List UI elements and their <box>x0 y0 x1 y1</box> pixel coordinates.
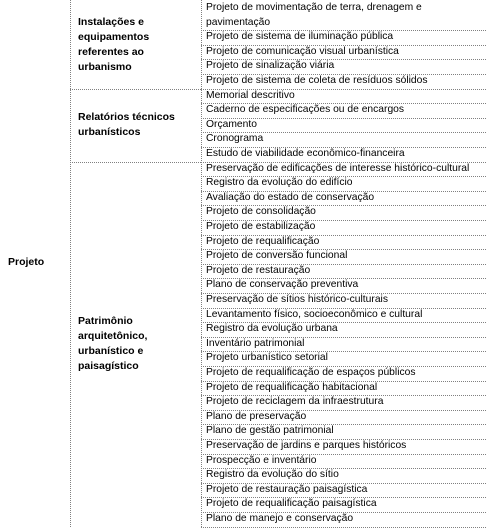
item-cell: Inventário patrimonial <box>206 337 305 349</box>
row-divider <box>201 103 486 104</box>
item-cell: Projeto urbanístico setorial <box>206 352 328 364</box>
item-cell: Preservação de sítios histórico-culturais <box>206 294 388 305</box>
row-divider <box>201 454 486 455</box>
row-divider <box>201 308 486 309</box>
item-cell: Projeto de restauração <box>206 264 311 276</box>
item-cell: Projeto de requalificação de espaços públicos <box>206 367 416 378</box>
item-cell: Projeto de requalificação paisagística <box>206 498 377 510</box>
item-cell: Projeto de conversão funcional <box>206 250 348 262</box>
category-label: Instalações e equipamentos referentes ao urbanismo <box>78 15 150 73</box>
column-divider <box>70 0 71 527</box>
row-divider <box>201 468 486 469</box>
row-divider <box>201 220 486 221</box>
item-cell: Cronograma <box>206 133 264 145</box>
row-divider <box>201 45 486 46</box>
item-cell: Projeto de sistema de iluminação pública <box>206 31 394 43</box>
row-divider <box>201 395 486 396</box>
row-divider <box>201 74 486 75</box>
item-cell: Registro da evolução do edifício <box>206 177 353 189</box>
row-divider <box>201 264 486 265</box>
item-cell: Projeto de movimentação de terra, drenagem e pavimentação <box>206 2 422 28</box>
item-cell: Preservação de edificações de interesse histórico-cultural <box>206 162 470 174</box>
row-divider <box>201 249 486 250</box>
item-cell: Projeto de restauração paisagística <box>206 483 368 495</box>
category-label: Patrimônio arquitetônico, urbanístico e paisagístico <box>78 315 148 373</box>
category-label: Relatórios técnicos urbanísticos <box>78 111 175 139</box>
item-cell: Projeto de requalificação habitacional <box>206 381 378 393</box>
row-divider <box>201 351 486 352</box>
row-divider <box>201 191 486 192</box>
item-cell: Projeto de estabilização <box>206 221 316 232</box>
row-divider <box>201 132 486 133</box>
category-divider <box>70 89 201 90</box>
row-divider <box>201 59 486 60</box>
row-divider <box>201 205 486 206</box>
item-cell: Caderno de especificações ou de encargos <box>206 104 405 116</box>
item-cell: Estudo de viabilidade econômico-financeira <box>206 148 405 159</box>
row-divider <box>201 424 486 425</box>
row-divider <box>201 410 486 411</box>
row-divider <box>201 162 486 163</box>
item-cell: Plano de conservação preventiva <box>206 279 359 291</box>
item-cell: Avaliação do estado de conservação <box>206 191 375 203</box>
item-cell: Projeto de consolidação <box>206 206 316 218</box>
item-cell: Projeto de requalificação <box>206 235 320 247</box>
row-divider <box>201 366 486 367</box>
row-divider <box>201 512 486 513</box>
category-divider <box>70 162 201 163</box>
row-divider <box>201 118 486 119</box>
row-divider <box>201 176 486 177</box>
main-category-label: Projeto <box>8 256 45 269</box>
item-cell: Plano de gestão patrimonial <box>206 425 334 437</box>
item-cell: Projeto de sistema de coleta de resíduos sólidos <box>206 75 428 86</box>
row-divider <box>201 147 486 148</box>
item-cell: Projeto de reciclagem da infraestrutura <box>206 396 384 408</box>
item-cell: Prospecção e inventário <box>206 454 317 466</box>
column-divider <box>201 0 202 527</box>
row-divider <box>201 322 486 323</box>
item-cell: Plano de preservação <box>206 410 307 422</box>
row-divider <box>201 483 486 484</box>
row-divider <box>201 278 486 279</box>
item-cell: Memorial descritivo <box>206 89 295 101</box>
row-divider <box>201 337 486 338</box>
row-divider <box>201 497 486 498</box>
item-cell: Registro da evolução urbana <box>206 323 338 335</box>
item-cell: Orçamento <box>206 118 257 130</box>
row-divider <box>201 235 486 236</box>
row-divider <box>201 293 486 294</box>
item-cell: Projeto de comunicação visual urbanística <box>206 45 399 57</box>
row-divider <box>201 30 486 31</box>
item-cell: Preservação de jardins e parques históricos <box>206 440 407 451</box>
item-cell: Registro da evolução do sítio <box>206 469 339 481</box>
item-cell: Levantamento físico, socioeconômico e cultural <box>206 308 423 320</box>
row-divider <box>201 89 486 90</box>
item-cell: Projeto de sinalização viária <box>206 60 335 72</box>
row-divider <box>201 439 486 440</box>
row-divider <box>201 381 486 382</box>
item-cell: Plano de manejo e conservação <box>206 513 354 524</box>
